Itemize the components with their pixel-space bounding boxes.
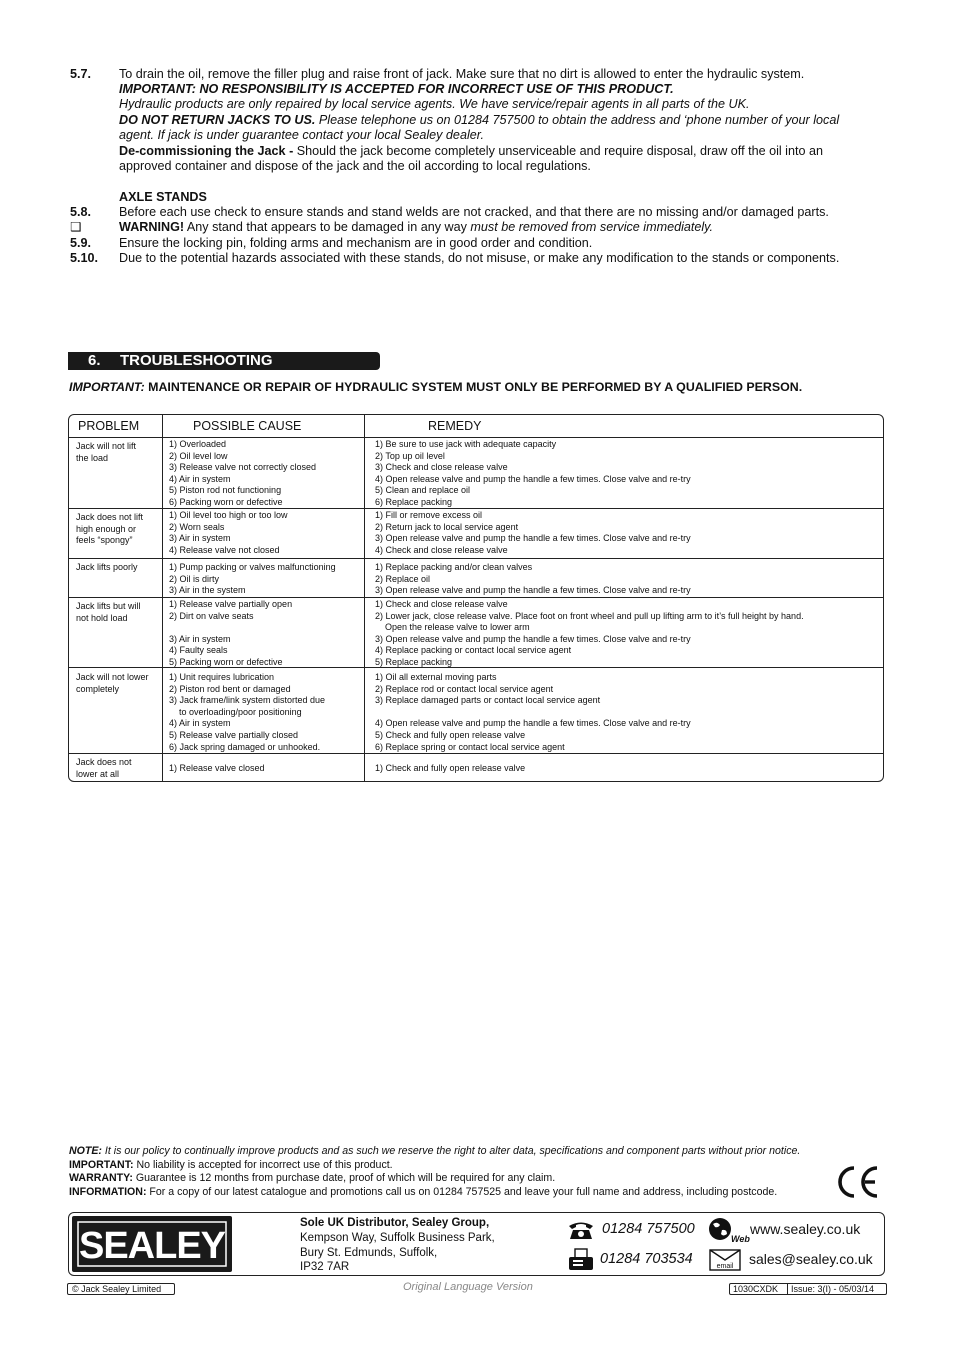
table-cell-causes — [169, 763, 265, 775]
cell-line: 5) Clean and replace oil — [375, 485, 471, 496]
cell-line: 1) Check and close release valve — [375, 599, 508, 609]
cell-line: Jack lifts but will — [76, 601, 141, 611]
table-cell-remedies — [375, 562, 691, 597]
email-icon-label: email — [716, 1263, 734, 1270]
cell-line: 2) Piston rod bent or damaged — [169, 683, 291, 694]
telephone-icon — [567, 1220, 595, 1240]
cell-line: 3) Check and close release valve — [375, 462, 508, 473]
email-link[interactable]: sales@sealey.co.uk — [749, 1251, 873, 1267]
table-cell-remedies — [375, 672, 691, 753]
table-cell-remedies — [375, 599, 804, 669]
cell-line: Jack does not — [76, 757, 132, 767]
warranty-line — [69, 1172, 555, 1186]
cell-line: 2) Replace rod or contact local service agent — [375, 683, 554, 694]
para-5-7-line5: agent. If jack is under guarantee contact your local Sealey dealer. — [119, 128, 484, 142]
cell-line: 3) Jack frame/link system distorted due — [169, 695, 326, 706]
cell-line: 5) Packing worn or defective — [169, 656, 283, 667]
section-6-heading — [68, 352, 380, 370]
distributor-name: Sole UK Distributor, Sealey Group, — [300, 1217, 490, 1229]
cell-line: 6) Jack spring damaged or unhooked. — [169, 741, 321, 752]
item-number-5-8: 5.8. — [70, 205, 92, 219]
distributor-address — [300, 1216, 495, 1275]
important-label: IMPORTANT: — [69, 1159, 134, 1171]
cell-line: 2) Oil level low — [169, 450, 228, 461]
web-icon-label: Web — [731, 1234, 750, 1244]
issue-divider — [787, 1284, 788, 1294]
cell-line: 3) Release valve not correctly closed — [169, 462, 317, 473]
para-5-10: Due to the potential hazards associated with these stands, do not misuse, or make any modification to the stands or components. — [119, 251, 840, 265]
cell-line: feels “spongy” — [76, 535, 133, 546]
cell-line: 3) Air in system — [169, 533, 231, 544]
para-5-7-line6 — [119, 144, 823, 159]
cell-line: 2) Oil is dirty — [169, 573, 220, 584]
column-divider — [162, 415, 163, 781]
important-line — [69, 1159, 393, 1173]
fax-icon — [567, 1248, 595, 1272]
cell-line: 5) Release valve partially closed — [169, 729, 299, 740]
issue-label-box — [729, 1283, 887, 1295]
cell-line: 6) Packing worn or defective — [169, 496, 283, 507]
ce-mark-icon — [836, 1163, 880, 1201]
cell-line: 2) Return jack to local service agent — [375, 521, 519, 532]
cell-line: 1) Release valve partially open — [169, 599, 293, 609]
para-5-8: Before each use check to ensure stands and stand welds are not cracked, and that there are no missing and/or damaged parts. — [119, 205, 829, 219]
copyright-label: © Jack Sealey Limited — [67, 1283, 175, 1295]
important-notice-text: MAINTENANCE OR REPAIR OF HYDRAULIC SYSTEM MUST ONLY BE PERFORMED BY A QUALIFIED PERSON. — [144, 380, 803, 394]
header-possible-cause: POSSIBLE CAUSE — [193, 419, 302, 433]
table-cell-problem — [76, 601, 141, 624]
cell-line: 4) Air in system — [169, 718, 231, 729]
column-divider — [364, 415, 365, 781]
table-cell-problem — [76, 562, 138, 574]
warning-italic-text: must be removed from service immediately. — [470, 220, 714, 234]
table-cell-causes — [169, 439, 316, 509]
checkbox-bullet-icon: ❑ — [70, 220, 82, 234]
troubleshooting-table — [68, 414, 884, 782]
information-label: INFORMATION: — [69, 1186, 147, 1198]
item-number-5-10: 5.10. — [70, 251, 99, 265]
para-5-7-line3: Hydraulic products are only repaired by local service agents. We have service/repair agents in all parts of the UK. — [119, 97, 750, 111]
cell-line — [169, 622, 292, 634]
important-text: No liability is accepted for incorrect use of this product. — [133, 1159, 393, 1171]
cell-line: 3) Open release valve and pump the handle a few times. Close valve and re-try — [375, 633, 691, 644]
cell-line: 2) Replace oil — [375, 573, 431, 584]
sealey-logo — [72, 1216, 232, 1272]
cell-line: 5) Check and fully open release valve — [375, 729, 526, 740]
cell-line: Jack lifts poorly — [76, 562, 138, 572]
decommissioning-text: Should the jack become completely unserviceable and require disposal, draw off the oil into an — [293, 144, 823, 158]
cell-line: 4) Release valve not closed — [169, 544, 280, 555]
para-5-7-important: IMPORTANT: NO RESPONSIBILITY IS ACCEPTED FOR INCORRECT USE OF THIS PRODUCT. — [119, 82, 674, 96]
cell-line: 3) Air in the system — [169, 585, 246, 596]
do-not-return-label: DO NOT RETURN JACKS TO US. — [119, 113, 316, 127]
cell-line: 1) Unit requires lubrication — [169, 672, 275, 682]
cell-line: 1) Check and fully open release valve — [375, 763, 526, 773]
table-cell-problem — [76, 441, 136, 464]
cell-line: 5) Piston rod not functioning — [169, 485, 282, 496]
cell-line: 4) Replace packing or contact local service agent — [375, 645, 572, 656]
axle-stands-heading: AXLE STANDS — [119, 190, 207, 204]
logo-wordmark: SEALEY — [78, 1225, 226, 1267]
cell-line: 4) Open release valve and pump the handle a few times. Close valve and re-try — [375, 473, 691, 484]
cell-line: 3) Open release valve and pump the handle a few times. Close valve and re-try — [375, 533, 691, 544]
cell-line: 1) Oil all external moving parts — [375, 672, 497, 682]
table-cell-problem — [76, 672, 149, 695]
cell-line: Open the release valve to lower arm — [375, 622, 530, 633]
note-text: It is our policy to continually improve products and as such we reserve the right to alter data, specifications and component parts without prior notice. — [101, 1145, 801, 1157]
table-cell-causes — [169, 510, 288, 556]
model-number: 1030CXDK — [733, 1284, 779, 1294]
footer-contact-box — [68, 1212, 885, 1276]
warning-line — [119, 220, 713, 235]
row-divider — [69, 558, 883, 559]
cell-line: the load — [76, 452, 109, 463]
cell-line: 6) Replace packing — [375, 496, 453, 507]
cell-line: 4) Check and close release valve — [375, 544, 508, 555]
cell-line: 1) Be sure to use jack with adequate capacity — [375, 439, 557, 449]
para-5-7-line1: To drain the oil, remove the filler plug and raise front of jack. Make sure that no dirt is allowed to enter the hydraulic system. — [119, 67, 805, 81]
issue-date: Issue: 3(I) - 05/03/14 — [791, 1284, 875, 1294]
cell-line: 6) Replace spring or contact local service agent — [375, 741, 565, 752]
table-cell-problem — [76, 757, 132, 780]
cell-line: 3) Replace damaged parts or contact local service agent — [375, 695, 601, 706]
cell-line: 2) Top up oil level — [375, 450, 445, 461]
table-cell-remedies — [375, 763, 525, 775]
section-6-number: 6. — [88, 352, 101, 369]
para-5-7-line7: approved container and dispose of the jack and the oil according to local regulations. — [119, 159, 591, 173]
item-number-5-9: 5.9. — [70, 236, 92, 250]
fax-number[interactable]: 01284 703534 — [600, 1251, 693, 1267]
original-language-label: Original Language Version — [403, 1281, 533, 1293]
item-number-5-7: 5.7. — [70, 67, 92, 81]
note-line — [69, 1145, 800, 1159]
address-line-2: Bury St. Edmunds, Suffolk, — [300, 1246, 438, 1259]
cell-line: 2) Dirt on valve seats — [169, 610, 254, 621]
cell-line: 1) Overloaded — [169, 439, 227, 449]
web-globe-icon — [707, 1216, 750, 1244]
table-cell-remedies — [375, 439, 691, 509]
cell-line: 2) Lower jack, close release valve. Place foot on front wheel and pull up lifting arm to it’s full height by hand. — [375, 610, 804, 621]
table-cell-causes — [169, 562, 336, 597]
row-divider — [69, 597, 883, 598]
table-cell-problem — [76, 512, 143, 547]
table-cell-causes — [169, 599, 292, 669]
header-problem: PROBLEM — [78, 419, 140, 433]
table-cell-remedies — [375, 510, 691, 556]
para-5-7-line4 — [119, 113, 839, 128]
cell-line: 5) Replace packing — [375, 656, 453, 667]
cell-line: not hold load — [76, 612, 128, 623]
website-link[interactable]: www.sealey.co.uk — [750, 1221, 861, 1237]
cell-line: 4) Open release valve and pump the handle a few times. Close valve and re-try — [375, 718, 691, 729]
cell-line: completely — [76, 683, 120, 694]
do-not-return-text: Please telephone us on 01284 757500 to obtain the address and ‘phone number of your local — [315, 113, 840, 127]
cell-line — [375, 707, 691, 719]
cell-line: 4) Faulty seals — [169, 645, 228, 656]
information-line — [69, 1186, 777, 1200]
table-cell-causes — [169, 672, 325, 753]
cell-line: to overloading/poor positioning — [169, 706, 302, 717]
cell-line: Jack will not lift — [76, 441, 137, 451]
note-label: NOTE: — [69, 1145, 102, 1157]
important-notice — [69, 380, 802, 395]
cell-line: high enough or — [76, 523, 137, 534]
cell-line: Jack does not lift — [76, 512, 144, 522]
decommissioning-label: De-commissioning the Jack - — [119, 144, 294, 158]
sealey-logo-icon — [72, 1216, 232, 1272]
row-divider — [69, 437, 883, 438]
warning-label: WARNING! — [119, 220, 185, 234]
cell-line: 1) Oil level too high or too low — [169, 510, 288, 520]
cell-line: Jack will not lower — [76, 672, 149, 682]
email-envelope-icon — [709, 1249, 741, 1271]
warning-text: Any stand that appears to be damaged in any way — [184, 220, 471, 234]
section-6-title: TROUBLESHOOTING — [120, 352, 273, 369]
warranty-label: WARRANTY: — [69, 1172, 133, 1184]
cell-line: 1) Pump packing or valves malfunctioning — [169, 562, 336, 572]
cell-line: 1) Release valve closed — [169, 763, 265, 773]
cell-line: lower at all — [76, 768, 120, 779]
header-remedy: REMEDY — [428, 419, 482, 433]
cell-line: 2) Worn seals — [169, 521, 225, 532]
cell-line: 1) Fill or remove excess oil — [375, 510, 483, 520]
phone-number[interactable]: 01284 757500 — [602, 1221, 695, 1237]
cell-line: 3) Open release valve and pump the handle a few times. Close valve and re-try — [375, 585, 691, 596]
address-line-3: IP32 7AR — [300, 1261, 350, 1274]
cell-line: 3) Air in system — [169, 633, 231, 644]
information-text: For a copy of our latest catalogue and promotions call us on 01284 757525 and leave your full name and address, including postcode. — [146, 1186, 778, 1198]
cell-line: 4) Air in system — [169, 473, 231, 484]
address-line-1: Kempson Way, Suffolk Business Park, — [300, 1231, 495, 1244]
warranty-text: Guarantee is 12 months from purchase date, proof of which will be required for any claim. — [132, 1172, 556, 1184]
cell-line: 1) Replace packing and/or clean valves — [375, 562, 533, 572]
important-notice-label: IMPORTANT: — [69, 380, 145, 394]
para-5-9: Ensure the locking pin, folding arms and mechanism are in good order and condition. — [119, 236, 593, 250]
